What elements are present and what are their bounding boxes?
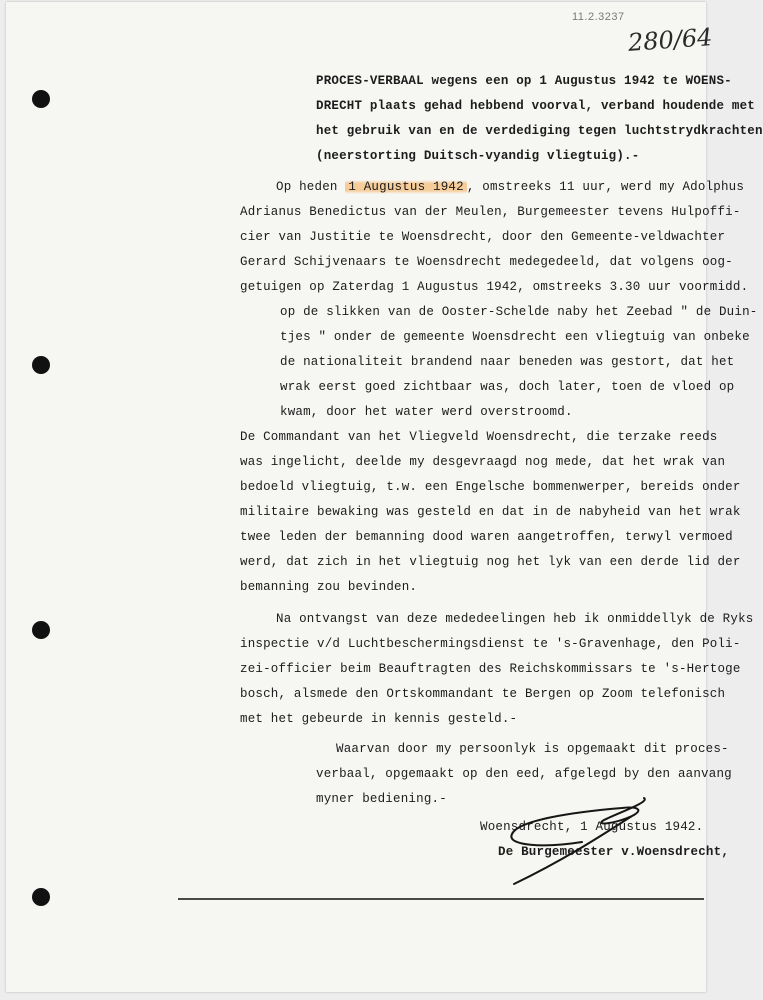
body-line: bemanning zou bevinden.	[240, 580, 418, 594]
punch-hole	[32, 888, 50, 906]
handwritten-signature	[504, 790, 654, 880]
bottom-rule	[178, 898, 704, 900]
closing-line: verbaal, opgemaakt op den eed, afgelegd by den aanvang	[316, 767, 732, 781]
body-line: de nationaliteit brandend naar beneden was gestort, dat het	[280, 355, 735, 369]
body-line: getuigen op Zaterdag 1 Augustus 1942, omstreeks 3.30 uur voormidd.	[240, 280, 749, 294]
archive-reference: 11.2.3237	[572, 11, 625, 23]
body-line: Na ontvangst van deze mededeelingen heb ik onmiddellyk de Ryks	[276, 612, 754, 626]
body-line: Adrianus Benedictus van der Meulen, Burgemeester tevens Hulpoffi-	[240, 205, 741, 219]
body-line: bosch, alsmede den Ortskommandant te Bergen op Zoom telefonisch	[240, 687, 726, 701]
heading-line-3: het gebruik van en de verdediging tegen luchtstrydkrachten	[316, 124, 763, 138]
body-line: Gerard Schijvenaars te Woensdrecht medegedeeld, dat volgens oog-	[240, 255, 733, 269]
heading-line-2: DRECHT plaats gehad hebbend voorval, verband houdende met	[316, 99, 755, 113]
signatory-title: De Burgemeester v.Woensdrecht,	[498, 845, 730, 859]
body-line: met het gebeurde in kennis gesteld.-	[240, 712, 518, 726]
text-segment: , omstreeks 11 uur, werd my Adolphus	[466, 180, 745, 194]
highlighted-date: 1 Augustus 1942	[345, 180, 467, 194]
punch-hole	[32, 621, 50, 639]
body-line: op de slikken van de Ooster-Schelde naby het Zeebad " de Duin-	[280, 305, 758, 319]
place-date: Woensdrecht, 1 Augustus 1942.	[480, 820, 704, 834]
punch-hole	[32, 90, 50, 108]
body-line: kwam, door het water werd overstroomd.	[280, 405, 573, 419]
body-line: De Commandant van het Vliegveld Woensdrecht, die terzake reeds	[240, 430, 718, 444]
body-line: cier van Justitie te Woensdrecht, door den Gemeente-veldwachter	[240, 230, 726, 244]
punch-hole	[32, 356, 50, 374]
closing-line: Waarvan door my persoonlyk is opgemaakt dit proces-	[336, 742, 729, 756]
closing-line: myner bediening.-	[316, 792, 447, 806]
body-line: zei-officier beim Beauftragten des Reichskommissars te 's-Hertoge	[240, 662, 741, 676]
folio-number: 280/64	[627, 23, 714, 57]
heading-line-4: (neerstorting Duitsch-vyandig vliegtuig).-	[316, 149, 640, 163]
body-line: twee leden der bemanning dood waren aangetroffen, terwyl vermoed	[240, 530, 733, 544]
body-line: tjes " onder de gemeente Woensdrecht een vliegtuig van onbeke	[280, 330, 750, 344]
body-line: inspectie v/d Luchtbeschermingsdienst te 's-Gravenhage, den Poli-	[240, 637, 741, 651]
body-line: was ingelicht, deelde my desgevraagd nog mede, dat het wrak van	[240, 455, 726, 469]
text-segment: Op heden	[276, 180, 346, 194]
document-page	[6, 2, 763, 992]
body-line: bedoeld vliegtuig, t.w. een Engelsche bommenwerper, bereids onder	[240, 480, 741, 494]
heading-line-1: PROCES-VERBAAL wegens een op 1 Augustus 1942 te WOENS-	[316, 74, 732, 88]
body-line: militaire bewaking was gesteld en dat in de nabyheid van het wrak	[240, 505, 741, 519]
body-line: wrak eerst goed zichtbaar was, doch later, toen de vloed op	[280, 380, 735, 394]
body-line-with-date	[276, 180, 744, 194]
body-line: werd, dat zich in het vliegtuig nog het lyk van een derde lid der	[240, 555, 741, 569]
